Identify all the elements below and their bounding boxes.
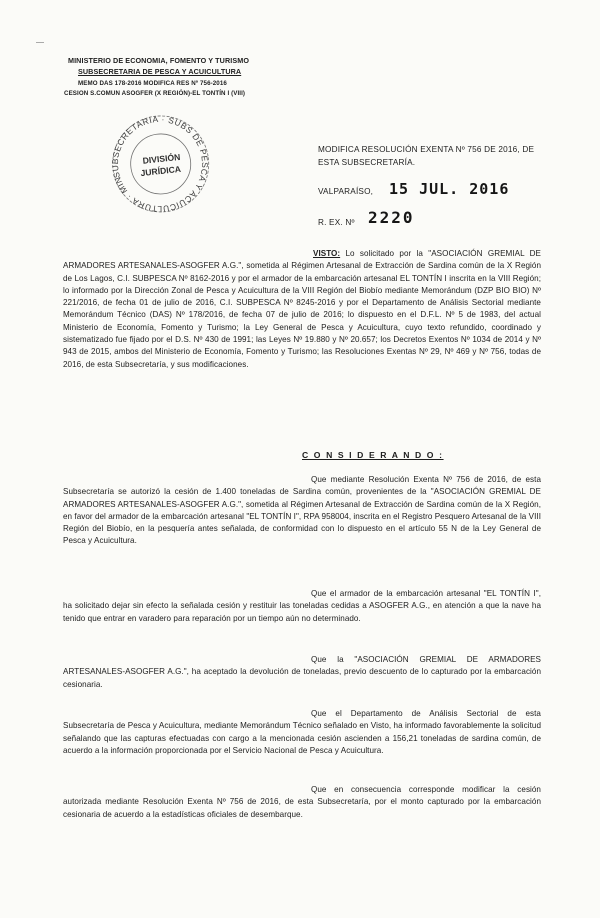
scan-mark [36, 42, 44, 43]
visto-lead: VISTO: [313, 249, 341, 258]
header-memo: MEMO DAS 178-2016 MODIFICA RES Nº 756-2016 [78, 80, 227, 87]
considerando-text: Que el armador de la embarcación artesanal "EL TONTÍN I", ha solicitado dejar sin efecto la señalada cesión y restituir las toneladas cedidas a ASOGFER A.G., en atención a que la nave ha tenido que entrar en varadero para reparación por un tiempo aún no determinado. [63, 589, 541, 623]
considerando-title: C O N S I D E R A N D O : [302, 450, 444, 460]
considerando-item-1 [63, 474, 541, 548]
considerando-item-4 [63, 708, 541, 757]
considerando-text: Que la "ASOCIACIÓN GREMIAL DE ARMADORES ARTESANALES-ASOGFER A.G.", ha aceptado la devolución de toneladas, previo descuento de lo capturado por la embarcación cesionaria. [63, 655, 541, 689]
considerando-item-2 [63, 588, 541, 625]
considerando-item-5 [63, 784, 541, 821]
rex-number: 2220 [368, 208, 415, 227]
reference-line-1: MODIFICA RESOLUCIÓN EXENTA Nº 756 DE 2016, DE [318, 145, 535, 154]
header-ministry: MINISTERIO DE ECONOMIA, FOMENTO Y TURISMO [68, 56, 250, 65]
visto-text: Lo solicitado por la "ASOCIACIÓN GREMIAL DE ARMADORES ARTESANALES-ASOGFER A.G.", sometida al Régimen Artesanal de Extracción de Sardina común de la X Región de Los Lagos, C.I. SUBPESCA Nº 8162-2016 y por el armador de la embarcación artesanal EL TONTÍN I inscrita en la VIII Región; lo informado por la Dirección Zonal de Pesca y Acuicultura de la VIII Región del Biobío mediante Memorándum (DZP BIO BIO) Nº 221/2016, de fecha 01 de julio de 2016, C.I. SUBPESCA Nº 8245-2016 y por el Departamento de Análisis Sectorial mediante Memorándum Técnico (DAS) Nº 178/2016, de fecha 07 de julio de 2016; lo dispuesto en el D.F.L. Nº 5 de 1983, del actual Ministerio de Economía, Fomento y Turismo; la Ley General de Pesca y Acuicultura, cuyo texto refundido, coordinado y sistematizado fue fijado por el D.S. Nº 430 de 1991; las Leyes Nº 19.880 y Nº 20.657; los Decretos Exentos Nº 1034 de 2014 y Nº 943 de 2015, ambos del Ministerio de Economía, Fomento y Turismo; las Resoluciones Exentas Nº 29, Nº 469 y Nº 756, todas de 2016, de esta Subsecretaría, y sus modificaciones. [63, 249, 541, 369]
considerando-text: Que el Departamento de Análisis Sectorial de esta Subsecretaría de Pesca y Acuicultura, mediante Memorándum Técnico señalado en Visto, ha informado favorablemente la solicitud señalando que las capturas efectuadas con cargo a la mencionada cesión ascienden a 156,21 toneladas de sardina común, de acuerdo a la información proporcionada por el Servicio Nacional de Pesca y Acuicultura. [63, 709, 541, 755]
considerando-text: Que mediante Resolución Exenta Nº 756 de 2016, de esta Subsecretaría se autorizó la cesión de 1.400 toneladas de Sardina común, provenientes de la "ASOCIACIÓN GREMIAL DE ARMADORES ARTESANALES-ASOGFER A.G.", sometida al Régimen Artesanal de Extracción de Sardina común de la X Región, en favor del armador de la embarcación artesanal "EL TONTÍN I", RPA 958004, inscrita en el Registro Pesquero Artesanal de la VIII Región del Biobío, en la pesquería antes señalada, de conformidad con lo dispuesto en el artículo 55 N de la Ley General de Pesca y Acuicultura. [63, 475, 541, 546]
dateline-city: VALPARAÍSO, [318, 187, 374, 196]
considerando-item-3 [63, 654, 541, 691]
header-subsecretaria: SUBSECRETARIA DE PESCA Y ACUICULTURA [78, 67, 242, 76]
header-cesion: CESION S.COMUN ASOGFER (X REGIÓN)-EL TONTÍN I (VIII) [64, 90, 246, 97]
stamp-ring-text: SUBSECRETARIA · SUBS DE PESCA Y ACUICULTURA · MINISTERIO [109, 113, 211, 214]
stamp-juridica: JURÍDICA [140, 163, 182, 179]
reference-line-2: ESTA SUBSECRETARÍA. [318, 158, 416, 167]
dateline-date: 15 JUL. 2016 [389, 180, 510, 198]
visto-paragraph [63, 248, 541, 371]
considerando-text: Que en consecuencia corresponde modificar la cesión autorizada mediante Resolución Exenta Nº 756 de 2016, de esta Subsecretaría, por el monto capturado por la embarcación cesionaria de acuerdo a la estadísticas oficiales de desembarque. [63, 785, 541, 819]
rex-label: R. EX. Nº [318, 218, 355, 227]
division-juridica-stamp [100, 104, 220, 214]
stamp-division: DIVISIÓN [142, 151, 181, 166]
